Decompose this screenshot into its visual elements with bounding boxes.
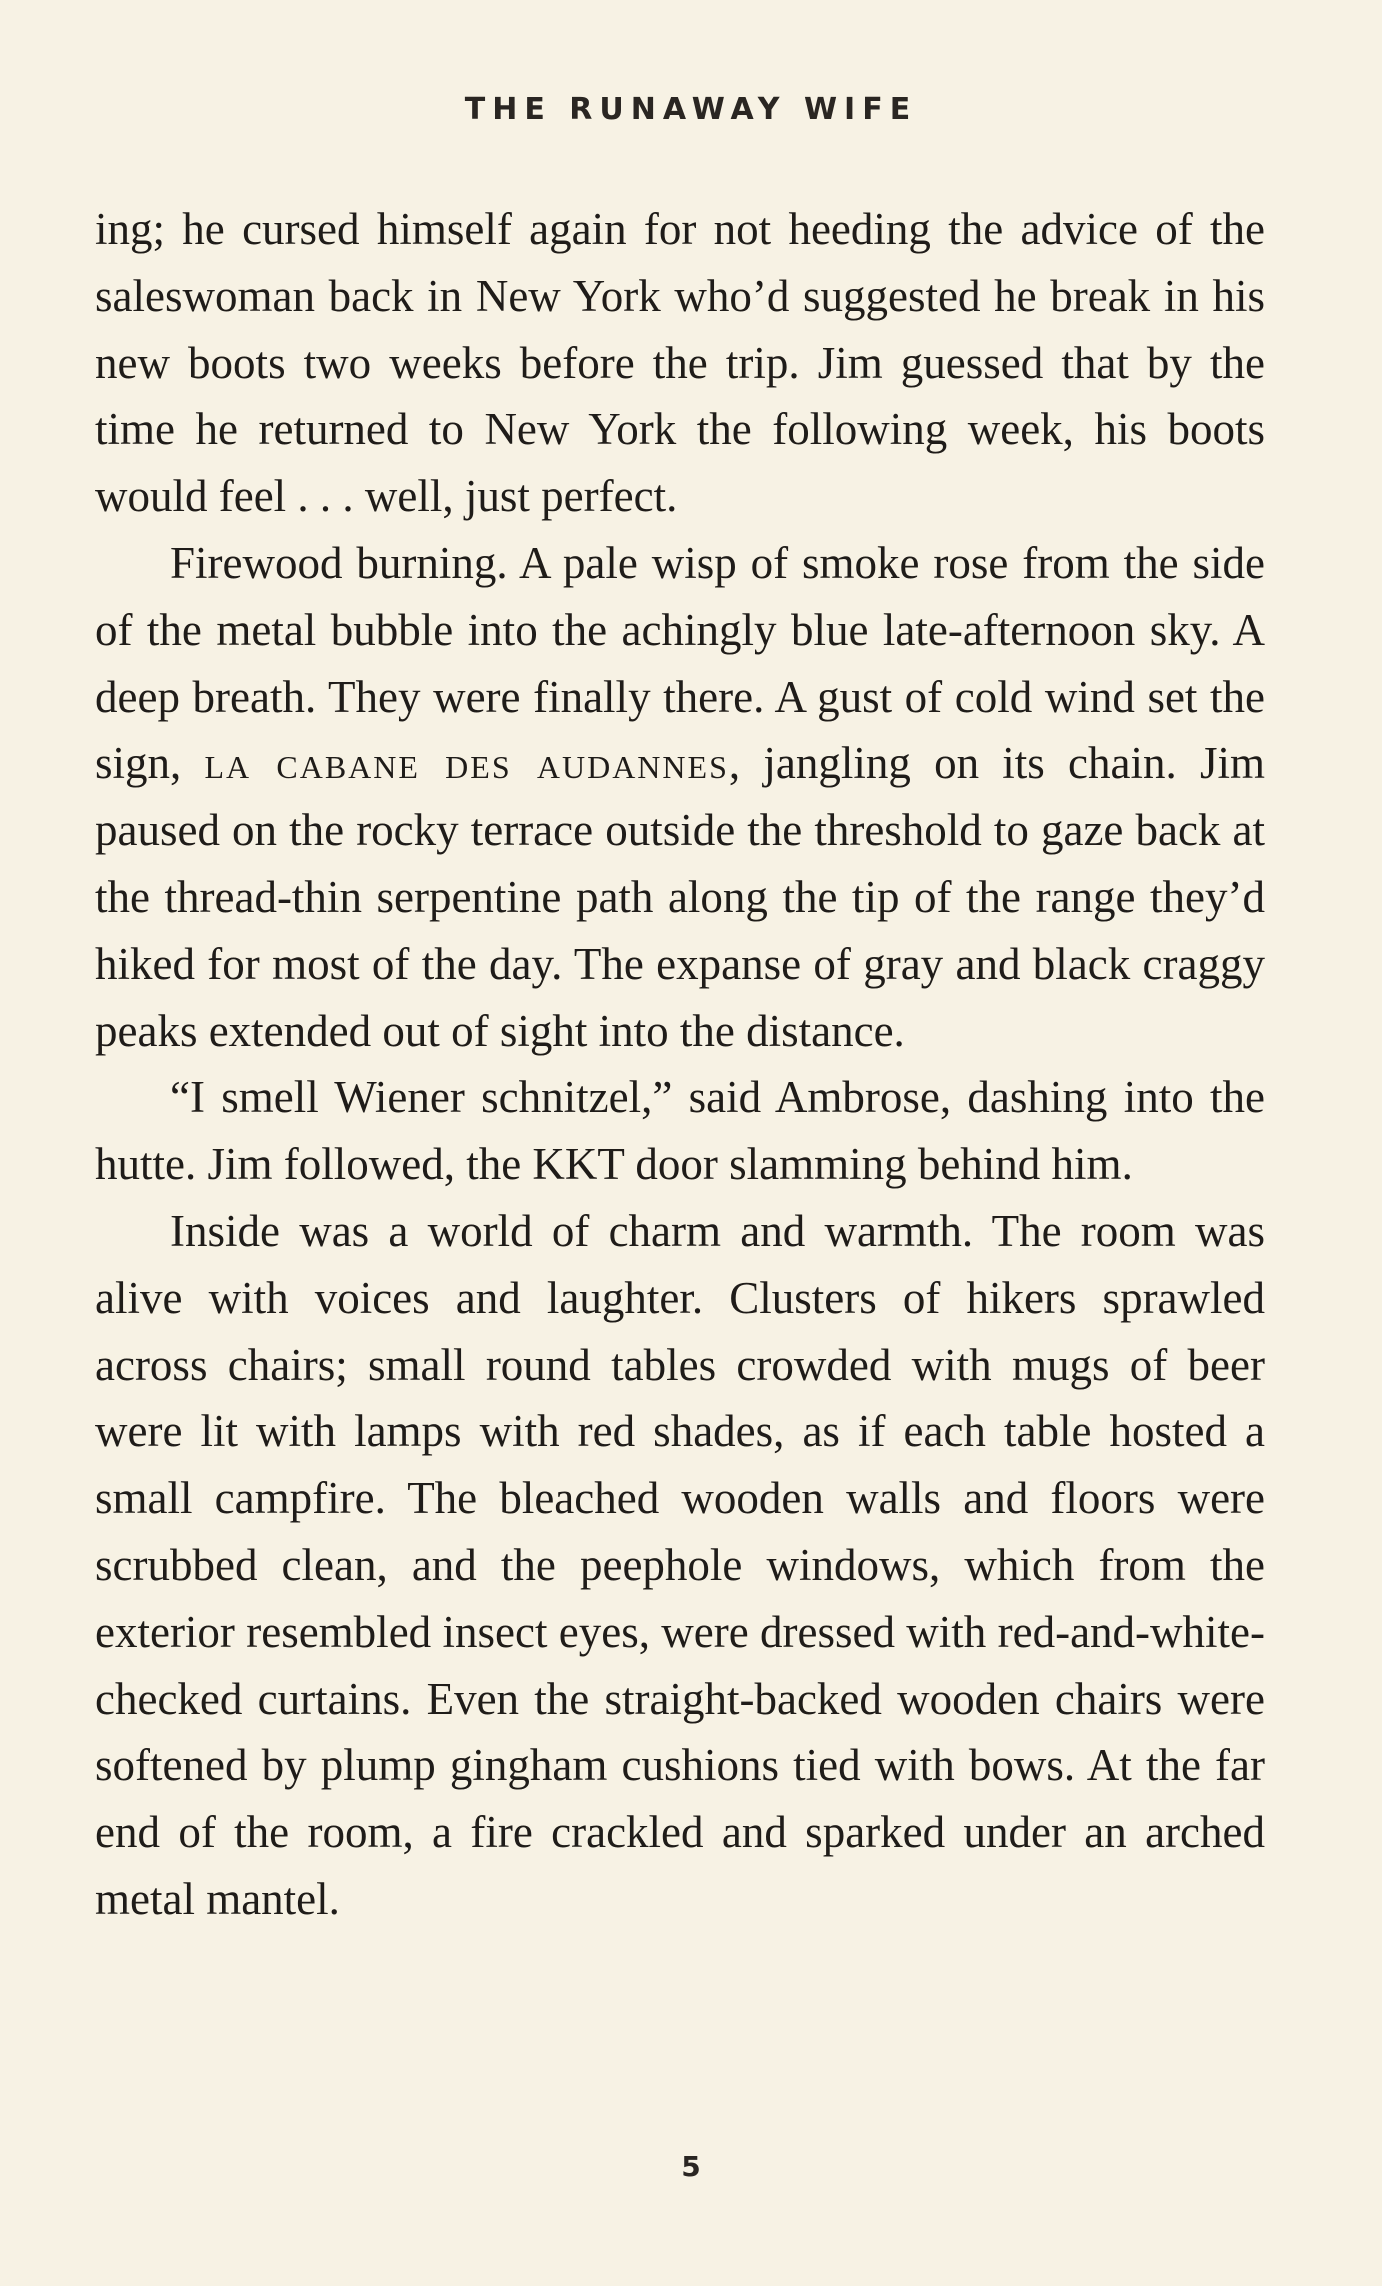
paragraph-1: ing; he cursed himself again for not heeding the advice of the saleswoman back in New York who’d suggested he break in his new boots two weeks before the trip. Jim guessed that by the time he returned to New York the following week, his boots would feel . . . well, just perfect. (95, 204, 1265, 522)
paragraph-2 (95, 530, 1265, 1064)
paragraph-2-before-sign: Firewood burning. A pale wisp of smoke rose from the side of the metal bubble into the achingly blue late-afternoon sky. A deep breath. They were finally there. A gust of cold wind set the sign, (95, 537, 1265, 789)
cabin-sign-name: la cabane des audannes (204, 738, 729, 789)
page-number: 5 (681, 2150, 701, 2183)
paragraph-2-after-sign: , jangling on its chain. Jim paused on the rocky terrace outside the threshold to gaze back at the thread-thin serpentine path along the tip of the range they’d hiked for most of the day. The expanse of gray and black craggy peaks extended out of sight into the distance. (95, 738, 1266, 1056)
paragraph-4: Inside was a world of charm and warmth. The room was alive with voices and laughter. Clusters of hikers sprawled across chairs; small round tables crowded with mugs of beer were lit with lamps with red shades, as if each table hosted a small campfire. The bleached wooden walls and floors were scrubbed clean, and the peephole windows, which from the exterior resembled insect eyes, were dressed with red-and-white-checked curtains. Even the straight-backed wooden chairs were softened by plump gingham cushions tied with bows. At the far end of the room, a fire crackled and sparked under an arched metal mantel. (95, 1205, 1265, 1924)
running-head: THE RUNAWAY WIFE (464, 92, 918, 127)
body-text (95, 196, 1265, 1933)
paragraph-3: “I smell Wiener schnitzel,” said Ambrose, dashing into the hutte. Jim followed, the KKT door slamming behind him. (95, 1072, 1265, 1190)
